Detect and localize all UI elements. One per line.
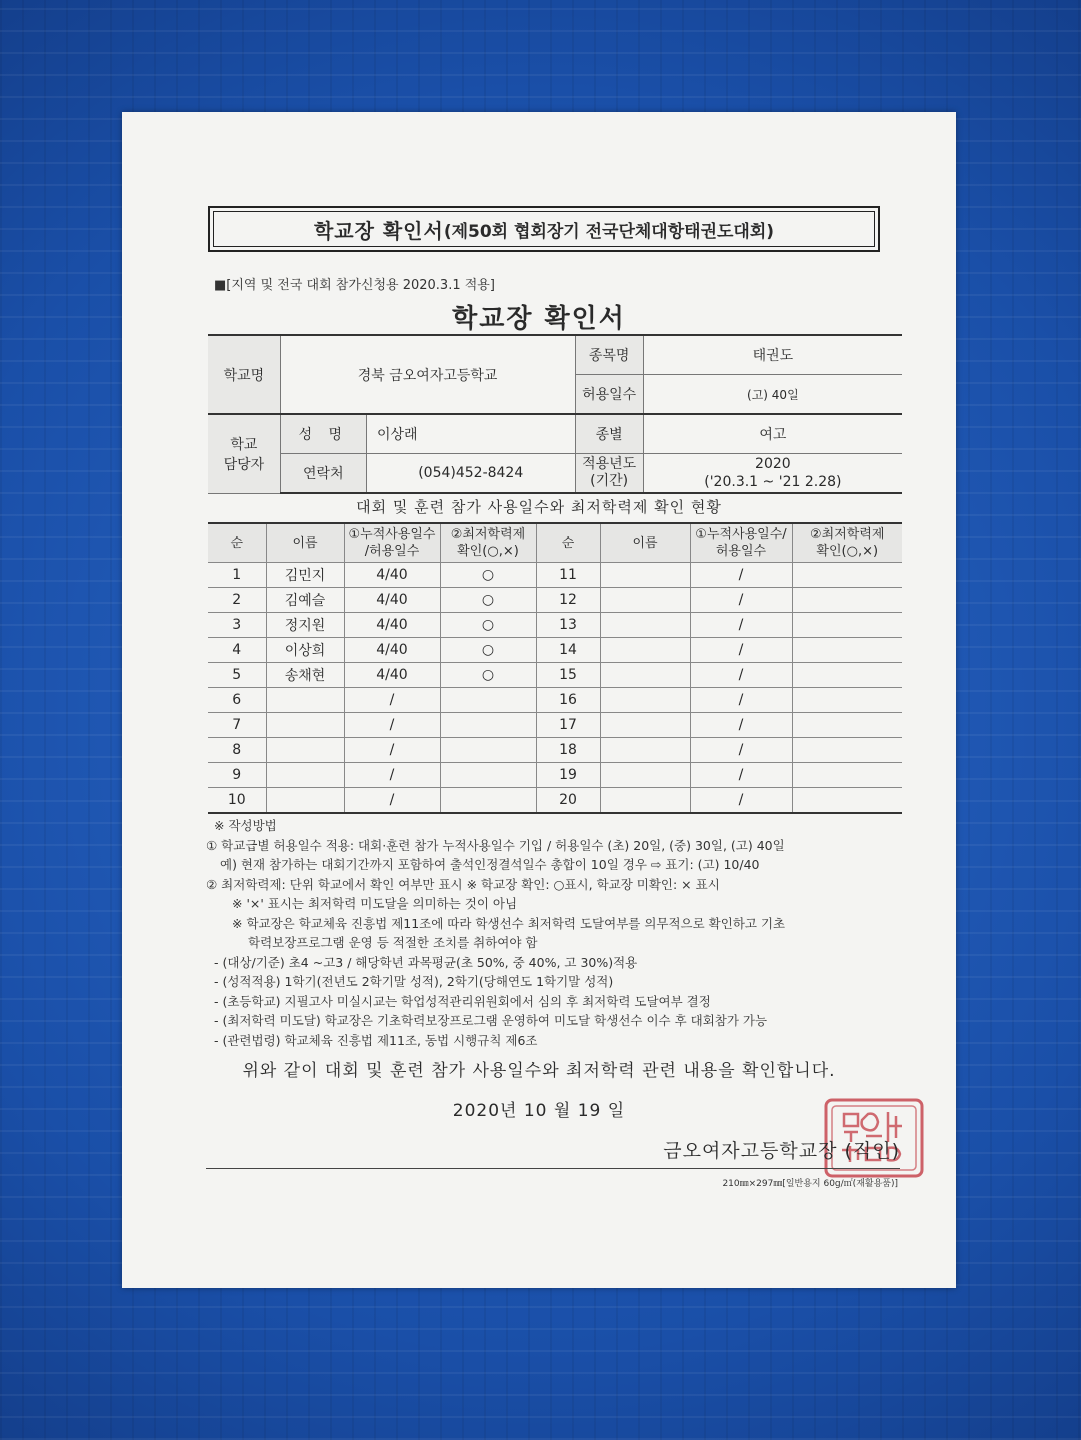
roster-days: 4/40 bbox=[344, 563, 440, 588]
note-line: 예) 현재 참가하는 대회기간까지 포함하여 출석인정결석일수 총합이 10일 경우 ⇨ 표기: (고) 10/40 bbox=[220, 857, 760, 872]
header-days bbox=[344, 523, 440, 563]
note-line: - (최저학력 미도달) 학교장은 기초학력보장프로그램 운영하여 미도달 학생선수 이수 후 대회참가 가능 bbox=[214, 1013, 768, 1028]
header-check2-line1: ②최저학력제 bbox=[810, 527, 885, 542]
roster-days-2: / bbox=[690, 588, 792, 613]
manager-label-line1: 학교 bbox=[230, 436, 258, 453]
school-value: 경북 금오여자고등학교 bbox=[280, 335, 575, 414]
note-line: ※ '×' 표시는 최저학력 미도달을 의미하는 것이 아님 bbox=[232, 896, 518, 911]
header-check2-line2: 확인(○,×) bbox=[816, 544, 879, 559]
header-days-line2: /허용일수 bbox=[364, 544, 420, 559]
roster-table bbox=[208, 522, 902, 814]
roster-check: ○ bbox=[440, 563, 536, 588]
roster-check-2 bbox=[792, 688, 902, 713]
roster-check-2 bbox=[792, 788, 902, 814]
note-line: - (관련법령) 학교체육 진흥법 제11조, 동법 시행규칙 제6조 bbox=[214, 1032, 538, 1048]
roster-no-2: 15 bbox=[536, 663, 600, 688]
roster-days: 4/40 bbox=[344, 588, 440, 613]
roster-days: / bbox=[344, 763, 440, 788]
note-line: - (대상/기준) 초4 ~고3 / 해당학년 과목평균(초 50%, 중 40%, 고 30%)적용 bbox=[214, 954, 638, 970]
roster-row bbox=[208, 713, 902, 738]
roster-days-2: / bbox=[690, 563, 792, 588]
issue-date: 2020년 10 월 19 일 bbox=[452, 1101, 626, 1121]
roster-days: 4/40 bbox=[344, 663, 440, 688]
roster-days-2: / bbox=[690, 763, 792, 788]
roster-check-2 bbox=[792, 738, 902, 763]
roster-no-2: 12 bbox=[536, 588, 600, 613]
roster-days-2: / bbox=[690, 688, 792, 713]
paper-size-note: 210㎜×297㎜[일반용지 60g/㎡(재활용품)] bbox=[722, 1179, 898, 1189]
header-check-2 bbox=[792, 523, 902, 563]
note-line: - (초등학교) 지필고사 미실시교는 학업성적관리위원회에서 심의 후 최저학력 도달여부 결정 bbox=[214, 993, 711, 1009]
roster-check-2 bbox=[792, 763, 902, 788]
document-header-box bbox=[208, 206, 880, 252]
roster-days: / bbox=[344, 738, 440, 763]
roster-check-2 bbox=[792, 563, 902, 588]
roster-name: 김예슬 bbox=[266, 588, 344, 613]
note-line: - (성적적용) 1학기(전년도 2학기말 성적), 2학기(당해연도 1학기말 성적) bbox=[214, 974, 614, 989]
roster-check bbox=[440, 788, 536, 814]
roster-name bbox=[266, 763, 344, 788]
name-value: 이상래 bbox=[366, 414, 575, 454]
roster-name-2 bbox=[600, 613, 690, 638]
writing-instructions bbox=[206, 816, 906, 1050]
roster-name-2 bbox=[600, 563, 690, 588]
roster-no: 10 bbox=[208, 788, 266, 814]
roster-check-2 bbox=[792, 613, 902, 638]
roster-no-2: 13 bbox=[536, 613, 600, 638]
category-value: 여고 bbox=[643, 414, 902, 454]
header-name: 이름 bbox=[266, 523, 344, 563]
header-no-2: 순 bbox=[536, 523, 600, 563]
header-subtitle: (제50회 협회장기 전국단체대항태권도대회) bbox=[443, 221, 775, 242]
roster-name-2 bbox=[600, 663, 690, 688]
roster-row bbox=[208, 738, 902, 763]
roster-days-2: / bbox=[690, 663, 792, 688]
roster-row bbox=[208, 788, 902, 814]
roster-days: / bbox=[344, 713, 440, 738]
roster-no: 7 bbox=[208, 713, 266, 738]
school-info-table bbox=[208, 334, 902, 494]
roster-name-2 bbox=[600, 713, 690, 738]
roster-check-2 bbox=[792, 713, 902, 738]
header-days2-line1: ①누적사용일수/ bbox=[695, 527, 787, 542]
roster-name bbox=[266, 738, 344, 763]
allowed-days-label: 허용일수 bbox=[575, 375, 643, 415]
form-title: 학교장 확인서 bbox=[452, 304, 626, 334]
roster-days-2: / bbox=[690, 613, 792, 638]
header-name-2: 이름 bbox=[600, 523, 690, 563]
roster-name-2 bbox=[600, 738, 690, 763]
roster-row bbox=[208, 763, 902, 788]
header-check-line1: ②최저학력제 bbox=[450, 527, 526, 542]
header-days-line1: ①누적사용일수 bbox=[348, 527, 436, 542]
roster-check: ○ bbox=[440, 638, 536, 663]
roster-name bbox=[266, 788, 344, 814]
contact-value: (054)452-8424 bbox=[366, 454, 575, 494]
year-value-cell bbox=[643, 454, 902, 494]
year-label bbox=[575, 454, 643, 494]
header-check-line2: 확인(○,×) bbox=[457, 544, 519, 559]
name-label: 성 명 bbox=[280, 414, 366, 454]
roster-no-2: 19 bbox=[536, 763, 600, 788]
roster-no-2: 14 bbox=[536, 638, 600, 663]
header-title: 학교장 확인서 bbox=[313, 218, 444, 243]
roster-check: ○ bbox=[440, 588, 536, 613]
roster-name: 송채현 bbox=[266, 663, 344, 688]
note-line: ※ 학교장은 학교체육 진흥법 제11조에 따라 학생선수 최저학력 도달여부를 의무적으로 확인하고 기초 bbox=[232, 915, 786, 931]
note-heading: ※ 작성방법 bbox=[214, 818, 277, 833]
roster-name: 이상희 bbox=[266, 638, 344, 663]
roster-no: 4 bbox=[208, 638, 266, 663]
roster-caption: 대회 및 훈련 참가 사용일수와 최저학력제 확인 현황 bbox=[356, 498, 722, 516]
header-days2-line2: 허용일수 bbox=[715, 544, 767, 559]
header-no: 순 bbox=[208, 523, 266, 563]
roster-days-2: / bbox=[690, 713, 792, 738]
roster-name bbox=[266, 713, 344, 738]
roster-days: / bbox=[344, 788, 440, 814]
roster-no-2: 17 bbox=[536, 713, 600, 738]
roster-check bbox=[440, 763, 536, 788]
roster-name: 김민지 bbox=[266, 563, 344, 588]
roster-days: / bbox=[344, 688, 440, 713]
year-label-line2: (기간) bbox=[590, 473, 629, 489]
roster-check-2 bbox=[792, 588, 902, 613]
roster-name-2 bbox=[600, 763, 690, 788]
roster-row bbox=[208, 563, 902, 588]
note-line: 학력보장프로그램 운영 등 적절한 조치를 취하여야 함 bbox=[248, 935, 538, 950]
roster-row bbox=[208, 613, 902, 638]
allowed-days-value: (고) 40일 bbox=[643, 375, 902, 415]
manager-label-line2: 담당자 bbox=[223, 456, 265, 473]
roster-check: ○ bbox=[440, 613, 536, 638]
form-note: ■[지역 및 전국 대회 참가신청용 2020.3.1 적용] bbox=[214, 278, 495, 293]
note-line: ① 학교급별 허용일수 적용: 대회·훈련 참가 누적사용일수 기입 / 허용일수 (초) 20일, (중) 30일, (고) 40일 bbox=[206, 837, 785, 853]
roster-days-2: / bbox=[690, 788, 792, 814]
roster-name-2 bbox=[600, 788, 690, 814]
roster-no-2: 11 bbox=[536, 563, 600, 588]
roster-no-2: 20 bbox=[536, 788, 600, 814]
roster-name-2 bbox=[600, 638, 690, 663]
event-value: 태권도 bbox=[643, 335, 902, 375]
divider bbox=[206, 1168, 900, 1169]
roster-no-2: 18 bbox=[536, 738, 600, 763]
roster-no: 1 bbox=[208, 563, 266, 588]
roster-check bbox=[440, 688, 536, 713]
roster-check bbox=[440, 713, 536, 738]
note-line: ② 최저학력제: 단위 학교에서 확인 여부만 표시 ※ 학교장 확인: ○표시, 학교장 미확인: × 표시 bbox=[206, 876, 720, 892]
roster-no-2: 16 bbox=[536, 688, 600, 713]
roster-row bbox=[208, 588, 902, 613]
roster-name-2 bbox=[600, 688, 690, 713]
roster-name bbox=[266, 688, 344, 713]
manager-label bbox=[208, 414, 280, 493]
roster-days-2: / bbox=[690, 638, 792, 663]
principal-signature: 금오여자고등학교장 (직인) bbox=[663, 1140, 900, 1162]
school-label: 학교명 bbox=[208, 335, 280, 414]
period-value: ('20.3.1 ~ '21 2.28) bbox=[704, 474, 842, 490]
roster-no: 5 bbox=[208, 663, 266, 688]
roster-check bbox=[440, 738, 536, 763]
roster-days: 4/40 bbox=[344, 638, 440, 663]
roster-row bbox=[208, 638, 902, 663]
year-label-line1: 적용년도 bbox=[582, 456, 637, 472]
roster-no: 3 bbox=[208, 613, 266, 638]
roster-row bbox=[208, 688, 902, 713]
confirmation-statement: 위와 같이 대회 및 훈련 참가 사용일수와 최저학력 관련 내용을 확인합니다. bbox=[242, 1061, 836, 1081]
roster-name-2 bbox=[600, 588, 690, 613]
roster-check-2 bbox=[792, 663, 902, 688]
roster-no: 9 bbox=[208, 763, 266, 788]
header-days-2 bbox=[690, 523, 792, 563]
roster-name: 정지원 bbox=[266, 613, 344, 638]
document-paper bbox=[122, 112, 956, 1288]
header-check bbox=[440, 523, 536, 563]
event-label: 종목명 bbox=[575, 335, 643, 375]
contact-label: 연락처 bbox=[280, 454, 366, 494]
year-value: 2020 bbox=[755, 456, 791, 472]
roster-no: 8 bbox=[208, 738, 266, 763]
roster-no: 2 bbox=[208, 588, 266, 613]
roster-check: ○ bbox=[440, 663, 536, 688]
roster-row bbox=[208, 663, 902, 688]
roster-days-2: / bbox=[690, 738, 792, 763]
category-label: 종별 bbox=[575, 414, 643, 454]
roster-no: 6 bbox=[208, 688, 266, 713]
roster-check-2 bbox=[792, 638, 902, 663]
roster-days: 4/40 bbox=[344, 613, 440, 638]
